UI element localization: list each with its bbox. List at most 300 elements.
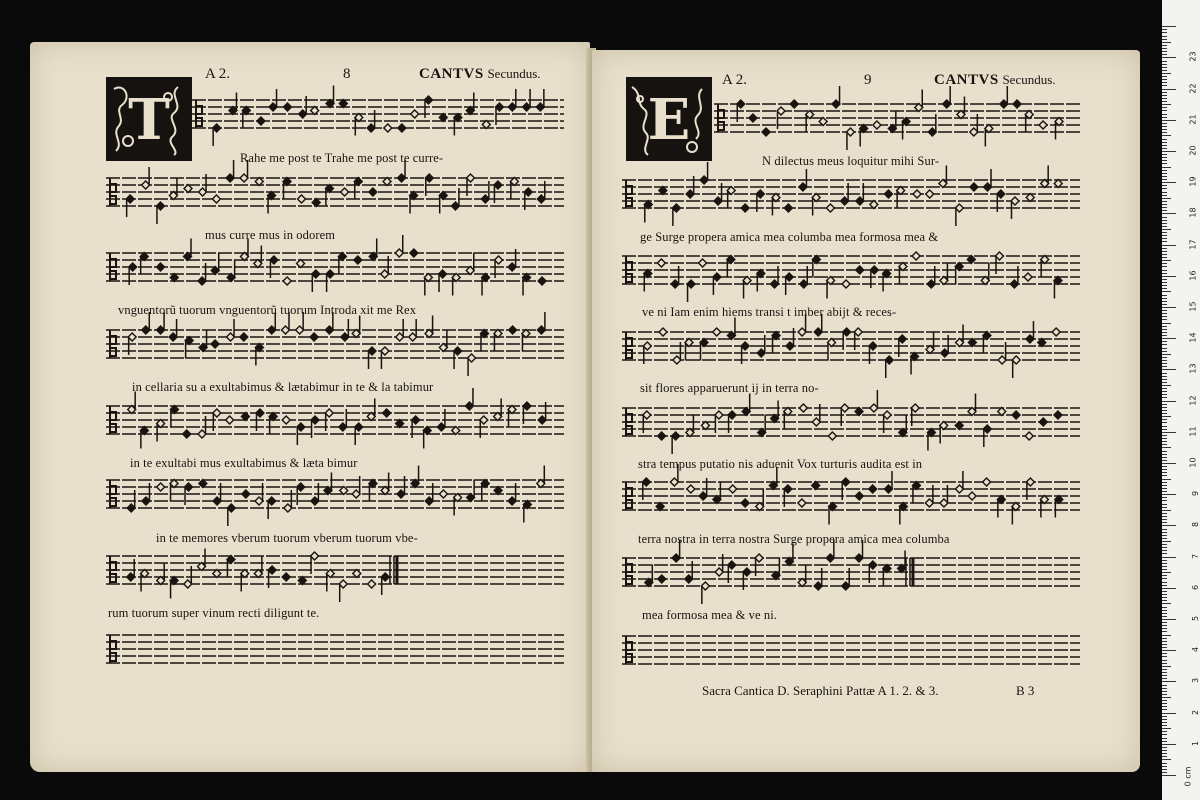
ruler-tick bbox=[1162, 45, 1167, 46]
ruler-tick bbox=[1162, 569, 1167, 570]
ruler-tick bbox=[1162, 700, 1167, 701]
note-head bbox=[869, 485, 877, 493]
ruler-tick bbox=[1162, 316, 1167, 317]
note-head bbox=[790, 100, 798, 108]
note-head bbox=[1012, 411, 1020, 419]
ruler-tick bbox=[1162, 578, 1167, 579]
left-staff-2 bbox=[106, 170, 564, 214]
ruler-tick bbox=[1162, 354, 1171, 355]
note-head bbox=[509, 326, 517, 334]
ruler-number: 17 bbox=[1188, 239, 1198, 250]
note-head bbox=[699, 259, 707, 267]
ruler-tick bbox=[1162, 563, 1167, 564]
ruler-tick bbox=[1162, 104, 1171, 105]
ruler-tick bbox=[1162, 719, 1167, 720]
ruler-tick bbox=[1162, 469, 1167, 470]
ruler-tick bbox=[1162, 248, 1167, 249]
ruler-tick bbox=[1162, 756, 1167, 757]
right-footer-signature: B 3 bbox=[1016, 683, 1035, 698]
ruler-tick bbox=[1162, 716, 1167, 717]
ruler-tick bbox=[1162, 154, 1167, 155]
left-staff-6 bbox=[106, 472, 564, 516]
ruler-tick bbox=[1162, 775, 1176, 776]
ruler-tick bbox=[1162, 454, 1167, 455]
ruler-tick bbox=[1162, 644, 1167, 645]
c-clef-icon bbox=[196, 100, 202, 128]
ruler-tick bbox=[1162, 32, 1167, 33]
note-head bbox=[1013, 100, 1021, 108]
note-head bbox=[439, 490, 447, 498]
ruler-tick bbox=[1162, 401, 1176, 402]
ruler-tick bbox=[1162, 638, 1167, 639]
right-footer-title: Sacra Cantica D. Seraphini Pattæ A 1. 2. & 3. bbox=[702, 683, 939, 698]
ruler-tick bbox=[1162, 738, 1167, 739]
note-head bbox=[283, 277, 291, 285]
ruler-number: 18 bbox=[1188, 207, 1198, 218]
ruler-tick bbox=[1162, 114, 1167, 115]
note-head bbox=[538, 277, 546, 285]
note-head bbox=[384, 124, 392, 132]
c-clef-icon bbox=[626, 332, 632, 360]
right-lyric-line-2: ge Surge propera amica mea columba mea formosa mea & bbox=[640, 230, 939, 244]
note-head bbox=[873, 121, 881, 129]
note-head bbox=[884, 190, 892, 198]
ruler-tick bbox=[1162, 541, 1171, 542]
ruler-tick bbox=[1162, 553, 1167, 554]
c-clef-icon bbox=[110, 556, 116, 584]
ruler-tick bbox=[1162, 366, 1167, 367]
ruler-tick bbox=[1162, 226, 1167, 227]
ruler-tick bbox=[1162, 310, 1167, 311]
ruler-tick bbox=[1162, 70, 1167, 71]
ruler-tick bbox=[1162, 741, 1167, 742]
ruler-tick bbox=[1162, 170, 1167, 171]
ruler-tick bbox=[1162, 142, 1167, 143]
ruler-number: 1 bbox=[1190, 740, 1200, 746]
ruler-tick bbox=[1162, 85, 1167, 86]
ruler-tick bbox=[1162, 625, 1167, 626]
note-head bbox=[1025, 432, 1033, 440]
ruler-tick bbox=[1162, 619, 1176, 620]
note-head bbox=[912, 252, 920, 260]
note-head bbox=[282, 416, 290, 424]
ruler-number: 16 bbox=[1188, 270, 1198, 281]
note-head bbox=[283, 103, 291, 111]
ruler-tick bbox=[1162, 201, 1167, 202]
ruler-tick bbox=[1162, 594, 1167, 595]
ruler-tick bbox=[1162, 89, 1176, 90]
ruler-tick bbox=[1162, 182, 1176, 183]
ruler-tick bbox=[1162, 397, 1167, 398]
note-head bbox=[798, 499, 806, 507]
ruler-tick bbox=[1162, 101, 1167, 102]
ruler-tick bbox=[1162, 273, 1167, 274]
ruler-tick bbox=[1162, 678, 1167, 679]
ruler-tick bbox=[1162, 694, 1167, 695]
ruler-tick bbox=[1162, 600, 1167, 601]
ruler-tick bbox=[1162, 54, 1167, 55]
ruler-tick bbox=[1162, 744, 1176, 745]
ruler-tick bbox=[1162, 204, 1167, 205]
left-title-main: CANTVS bbox=[419, 66, 484, 82]
ruler-tick bbox=[1162, 507, 1167, 508]
ruler-tick bbox=[1162, 223, 1167, 224]
ruler-tick bbox=[1162, 291, 1171, 292]
ruler-tick bbox=[1162, 323, 1171, 324]
ruler-number: 4 bbox=[1190, 647, 1200, 653]
ruler-tick bbox=[1162, 504, 1167, 505]
ruler-tick bbox=[1162, 266, 1167, 267]
c-clef-icon bbox=[110, 253, 116, 281]
ruler-tick bbox=[1162, 61, 1167, 62]
note-head bbox=[369, 188, 377, 196]
ruler-tick bbox=[1162, 588, 1176, 589]
c-clef-icon bbox=[110, 330, 116, 358]
ruler-tick bbox=[1162, 195, 1167, 196]
ruler-tick bbox=[1162, 26, 1176, 27]
ruler-tick bbox=[1162, 607, 1167, 608]
note-head bbox=[411, 110, 419, 118]
ruler-tick bbox=[1162, 79, 1167, 80]
note-head bbox=[970, 183, 978, 191]
ruler-tick bbox=[1162, 382, 1167, 383]
ruler-tick bbox=[1162, 610, 1167, 611]
note-head bbox=[183, 430, 191, 438]
ruler-tick bbox=[1162, 185, 1167, 186]
note-head bbox=[983, 478, 991, 486]
ruler-tick bbox=[1162, 351, 1167, 352]
ruler-tick bbox=[1162, 597, 1167, 598]
ruler-tick bbox=[1162, 348, 1167, 349]
note-head bbox=[762, 128, 770, 136]
ruler-tick bbox=[1162, 766, 1167, 767]
ruler-number: 20 bbox=[1188, 145, 1198, 156]
ruler-tick bbox=[1162, 82, 1167, 83]
ruler-number: 12 bbox=[1188, 395, 1198, 406]
ruler-tick bbox=[1162, 360, 1167, 361]
ruler-tick bbox=[1162, 759, 1171, 760]
right-staff-2 bbox=[622, 172, 1080, 216]
note-head bbox=[784, 204, 792, 212]
ruler-tick bbox=[1162, 148, 1167, 149]
ruler-tick bbox=[1162, 513, 1167, 514]
ruler-tick bbox=[1162, 472, 1167, 473]
ruler-tick bbox=[1162, 173, 1167, 174]
ruler-tick bbox=[1162, 413, 1167, 414]
ruler-tick bbox=[1162, 709, 1167, 710]
ruler-tick bbox=[1162, 319, 1167, 320]
ruler-tick bbox=[1162, 210, 1167, 211]
note-head bbox=[842, 280, 850, 288]
ruler-tick bbox=[1162, 67, 1167, 68]
ruler-tick bbox=[1162, 622, 1167, 623]
ruler-tick bbox=[1162, 260, 1171, 261]
note-head bbox=[749, 114, 757, 122]
ruler-tick bbox=[1162, 747, 1167, 748]
ruler-tick bbox=[1162, 232, 1167, 233]
ruler-tick bbox=[1162, 697, 1171, 698]
ruler-tick bbox=[1162, 301, 1167, 302]
right-staff-4 bbox=[622, 324, 1080, 368]
ruler-tick bbox=[1162, 329, 1167, 330]
left-title-sub: Secundus. bbox=[487, 66, 541, 81]
note-head bbox=[729, 485, 737, 493]
note-head bbox=[968, 492, 976, 500]
ruler-tick bbox=[1162, 404, 1167, 405]
ruler-tick bbox=[1162, 373, 1167, 374]
note-head bbox=[687, 485, 695, 493]
ruler-tick bbox=[1162, 419, 1167, 420]
left-initial-letter: T bbox=[128, 87, 170, 153]
ruler-tick bbox=[1162, 479, 1171, 480]
ruler-tick bbox=[1162, 107, 1167, 108]
ruler-tick bbox=[1162, 731, 1167, 732]
left-staff-4 bbox=[106, 322, 564, 366]
ruler-tick bbox=[1162, 304, 1167, 305]
ruler-tick bbox=[1162, 198, 1171, 199]
ruler-tick bbox=[1162, 538, 1167, 539]
ruler-tick bbox=[1162, 388, 1167, 389]
left-staff-7 bbox=[106, 548, 564, 592]
ruler-tick bbox=[1162, 772, 1167, 773]
note-head bbox=[282, 573, 290, 581]
ruler-tick bbox=[1162, 48, 1167, 49]
ruler-tick bbox=[1162, 603, 1171, 604]
right-lyric-line-5: stra tempus putatio nis aduenit Vox turturis audita est in bbox=[638, 457, 923, 471]
left-lyric-line-3: vnguentorũ tuorum vnguentorũ tuorum Introda xit me Rex bbox=[118, 303, 417, 317]
ruler-tick bbox=[1162, 516, 1167, 517]
ruler-tick bbox=[1162, 441, 1167, 442]
ruler-tick bbox=[1162, 656, 1167, 657]
ruler-tick bbox=[1162, 681, 1176, 682]
ruler-tick bbox=[1162, 376, 1167, 377]
ruler-number: 10 bbox=[1188, 457, 1198, 468]
ruler-tick bbox=[1162, 257, 1167, 258]
ruler-tick bbox=[1162, 394, 1167, 395]
ruler-tick bbox=[1162, 466, 1167, 467]
ruler-tick bbox=[1162, 591, 1167, 592]
ruler-tick bbox=[1162, 688, 1167, 689]
ruler-tick bbox=[1162, 613, 1167, 614]
note-head bbox=[1054, 411, 1062, 419]
note-head bbox=[713, 328, 721, 336]
c-clef-icon bbox=[110, 178, 116, 206]
right-page-header bbox=[722, 72, 1082, 89]
note-head bbox=[659, 328, 667, 336]
note-head bbox=[855, 492, 863, 500]
c-clef-icon bbox=[110, 635, 116, 663]
left-staff-1 bbox=[192, 92, 564, 136]
ruler-tick bbox=[1162, 460, 1167, 461]
ruler-tick bbox=[1162, 550, 1167, 551]
ruler-tick bbox=[1162, 482, 1167, 483]
ruler-number: 7 bbox=[1190, 553, 1200, 559]
ruler-tick bbox=[1162, 416, 1171, 417]
ruler-tick bbox=[1162, 92, 1167, 93]
note-head bbox=[799, 404, 807, 412]
ruler-tick bbox=[1162, 475, 1167, 476]
ruler-tick bbox=[1162, 575, 1167, 576]
ruler-tick bbox=[1162, 135, 1171, 136]
ruler-tick bbox=[1162, 64, 1167, 65]
ruler-tick bbox=[1162, 179, 1167, 180]
ruler-tick bbox=[1162, 217, 1167, 218]
left-lyric-line-6: in te memores vberum tuorum vberum tuorum vbe- bbox=[156, 531, 418, 545]
ruler-tick bbox=[1162, 585, 1167, 586]
ruler-number: 2 bbox=[1190, 709, 1200, 715]
ruler-tick bbox=[1162, 51, 1167, 52]
ruler-tick bbox=[1162, 254, 1167, 255]
ruler-tick bbox=[1162, 98, 1167, 99]
right-staff-6 bbox=[622, 474, 1080, 518]
right-staff-3 bbox=[622, 248, 1080, 292]
right-page-number: 9 bbox=[864, 72, 872, 88]
note-head bbox=[240, 333, 248, 341]
ruler-tick bbox=[1162, 535, 1167, 536]
note-head bbox=[658, 432, 666, 440]
c-clef-icon bbox=[626, 256, 632, 284]
note-head bbox=[341, 188, 349, 196]
ruler-tick bbox=[1162, 572, 1171, 573]
ruler-tick bbox=[1162, 245, 1176, 246]
ruler-tick bbox=[1162, 663, 1167, 664]
ruler-tick bbox=[1162, 129, 1167, 130]
ruler-tick bbox=[1162, 713, 1176, 714]
ruler-tick bbox=[1162, 616, 1167, 617]
ruler-number: 19 bbox=[1188, 176, 1198, 187]
ruler-tick bbox=[1162, 703, 1167, 704]
right-lyric-line-6: terra nostra in terra nostra Surge propera amica mea columba bbox=[638, 532, 950, 546]
note-head bbox=[828, 432, 836, 440]
ruler-tick bbox=[1162, 132, 1167, 133]
ruler-tick bbox=[1162, 519, 1167, 520]
ruler-tick bbox=[1162, 666, 1171, 667]
note-head bbox=[926, 190, 934, 198]
note-head bbox=[410, 249, 418, 257]
ruler-tick bbox=[1162, 529, 1167, 530]
ruler-tick bbox=[1162, 188, 1167, 189]
ruler-tick bbox=[1162, 307, 1176, 308]
ruler-tick bbox=[1162, 432, 1176, 433]
ruler-tick bbox=[1162, 192, 1167, 193]
c-clef-icon bbox=[110, 480, 116, 508]
ruler-tick bbox=[1162, 385, 1171, 386]
ruler-tick bbox=[1162, 641, 1167, 642]
ruler-tick bbox=[1162, 229, 1171, 230]
note-head bbox=[212, 195, 220, 203]
ruler-tick bbox=[1162, 500, 1167, 501]
ruler-tick bbox=[1162, 685, 1167, 686]
ruler-tick bbox=[1162, 410, 1167, 411]
ruler-tick bbox=[1162, 363, 1167, 364]
ruler-tick bbox=[1162, 560, 1167, 561]
ruler-tick bbox=[1162, 582, 1167, 583]
right-part-label: A 2. bbox=[722, 72, 748, 88]
left-lyric-line-4: in cellaria su a exultabimus & lætabimur in te & la tabimur bbox=[132, 380, 434, 394]
ruler-tick bbox=[1162, 73, 1171, 74]
note-head bbox=[1039, 121, 1047, 129]
ruler-tick bbox=[1162, 263, 1167, 264]
ruler-number: 8 bbox=[1190, 522, 1200, 528]
ruler-tick bbox=[1162, 36, 1167, 37]
ruler-tick bbox=[1162, 238, 1167, 239]
ruler-number: 21 bbox=[1188, 114, 1198, 125]
ruler-number: 6 bbox=[1190, 584, 1200, 590]
ruler-tick bbox=[1162, 95, 1167, 96]
ruler-tick bbox=[1162, 544, 1167, 545]
ruler-tick bbox=[1162, 653, 1167, 654]
right-staff-7 bbox=[622, 550, 1080, 594]
ruler-tick bbox=[1162, 241, 1167, 242]
ruler-number: 14 bbox=[1188, 332, 1198, 343]
note-head bbox=[1052, 328, 1060, 336]
ruler-unit-label: 0 cm bbox=[1183, 766, 1193, 787]
ruler-number: 9 bbox=[1190, 491, 1200, 497]
left-staff-8 bbox=[106, 627, 564, 671]
note-head bbox=[658, 575, 666, 583]
note-head bbox=[298, 195, 306, 203]
ruler-tick bbox=[1162, 357, 1167, 358]
ruler-tick bbox=[1162, 672, 1167, 673]
right-lyric-line-4: sit flores apparuerunt ij in terra no- bbox=[640, 381, 819, 395]
note-head bbox=[226, 416, 234, 424]
ruler-tick bbox=[1162, 457, 1167, 458]
right-lyric-line-7: mea formosa mea & ve ni. bbox=[642, 608, 777, 622]
ruler-tick bbox=[1162, 176, 1167, 177]
note-head bbox=[257, 117, 265, 125]
ruler-tick bbox=[1162, 251, 1167, 252]
ruler-number: 15 bbox=[1188, 301, 1198, 312]
c-clef-icon bbox=[626, 558, 632, 586]
ruler-tick bbox=[1162, 650, 1176, 651]
ruler-tick bbox=[1162, 485, 1167, 486]
ruler-tick bbox=[1162, 435, 1167, 436]
ruler-tick bbox=[1162, 276, 1176, 277]
left-lyric-line-5: in te exultabi mus exultabimus & læta bimur bbox=[130, 456, 358, 470]
ruler-tick bbox=[1162, 326, 1167, 327]
ruler-tick bbox=[1162, 29, 1167, 30]
ruler-tick bbox=[1162, 126, 1167, 127]
c-clef-icon bbox=[626, 408, 632, 436]
ruler-tick bbox=[1162, 163, 1167, 164]
ruler-tick bbox=[1162, 722, 1167, 723]
left-lyric-line-1: Rahe me post te Trahe me post te curre- bbox=[240, 151, 444, 165]
ruler-number: 23 bbox=[1188, 51, 1198, 62]
right-initial-letter: E bbox=[647, 87, 691, 153]
ruler-tick bbox=[1162, 39, 1167, 40]
ruler-tick bbox=[1162, 750, 1167, 751]
ruler-tick bbox=[1162, 628, 1167, 629]
right-lyric-line-3: ve ni Iam enim hiems transi t imber abijt & reces- bbox=[642, 305, 897, 319]
note-head bbox=[310, 333, 318, 341]
ruler-tick bbox=[1162, 120, 1176, 121]
note-head bbox=[741, 204, 749, 212]
ruler-tick bbox=[1162, 42, 1171, 43]
ruler-number: 5 bbox=[1190, 615, 1200, 622]
ruler-tick bbox=[1162, 635, 1171, 636]
ruler-tick bbox=[1162, 379, 1167, 380]
ruler-tick bbox=[1162, 279, 1167, 280]
c-clef-icon bbox=[626, 482, 632, 510]
ruler-tick bbox=[1162, 157, 1167, 158]
ruler-tick bbox=[1162, 725, 1167, 726]
ruler-tick bbox=[1162, 497, 1167, 498]
ruler-tick bbox=[1162, 123, 1167, 124]
right-staff-1 bbox=[714, 96, 1080, 140]
ruler-tick bbox=[1162, 298, 1167, 299]
right-decorated-initial bbox=[626, 77, 712, 161]
ruler-tick bbox=[1162, 139, 1167, 140]
